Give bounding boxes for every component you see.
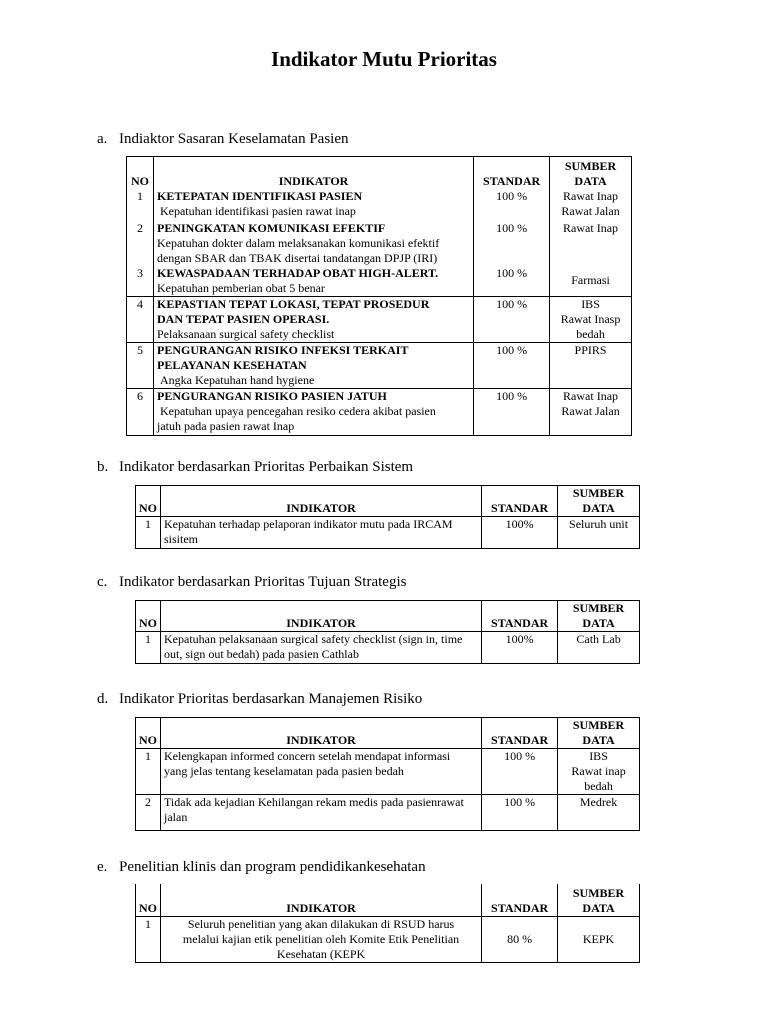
header-standar: STANDAR [482,486,558,517]
table-row [136,517,640,549]
section-letter: e. [97,859,108,875]
row-sumber: IBS Rawat inap bedah [558,749,640,795]
row-sumber: Rawat Inap Rawat Jalan [550,189,632,221]
header-sumber-data: SUMBER DATA [558,486,640,517]
row-sumber: Farmasi [550,266,632,297]
row-no: 1 [136,916,161,962]
row-indikator: KETEPATAN IDENTIFIKASI PASIEN Kepatuhan identifikasi pasien rawat inap [153,189,473,221]
row-standar: 100 % [474,296,550,342]
header-standar: STANDAR [482,884,558,916]
row-no: 2 [136,795,161,831]
table-manajemen-risiko [135,717,640,831]
section-c-heading [97,574,406,591]
row-sumber: Rawat Inap Rawat Jalan [550,388,632,435]
header-no: NO [136,718,161,749]
row-standar: 100 % [482,749,558,795]
table-header [127,157,632,189]
section-title: Indiaktor Sasaran Keselamatan Pasien [119,131,349,147]
header-no: NO [136,601,161,632]
section-letter: b. [97,459,109,475]
row-indikator: KEWASPADAAN TERHADAP OBAT HIGH-ALERT. Kepatuhan pemberian obat 5 benar [153,266,473,297]
row-no: 5 [127,342,154,388]
row-no: 1 [127,189,154,221]
row-sumber: Cath Lab [558,632,640,664]
row-standar: 80 % [482,916,558,962]
header-no: NO [136,486,161,517]
row-standar: 100 % [474,189,550,221]
header-standar: STANDAR [482,718,558,749]
row-indikator: KEPASTIAN TEPAT LOKASI, TEPAT PROSEDUR DAN TEPAT PASIEN OPERASI. Pelaksanaan surgical safety checklist [153,296,473,342]
row-sumber: Medrek [558,795,640,831]
section-b-heading [97,459,413,476]
row-no: 2 [127,221,154,266]
table-row [127,342,632,388]
table-row [136,632,640,664]
header-indikator: INDIKATOR [161,718,482,749]
table-penelitian-klinis [135,884,640,963]
page-title: Indikator Mutu Prioritas [271,47,497,71]
section-title: Indikator Prioritas berdasarkan Manajemen Risiko [119,691,423,707]
row-no: 4 [127,296,154,342]
table-row [136,749,640,795]
row-indikator: Seluruh penelitian yang akan dilakukan di RSUD harus melalui kajian etik penelitian oleh Komite Etik Penelitian Kesehatan (KEPK [161,916,482,962]
section-title: Penelitian klinis dan program pendidikankesehatan [119,859,426,875]
header-no: NO [136,884,161,916]
header-standar: STANDAR [474,157,550,189]
header-indikator: INDIKATOR [161,601,482,632]
table-row [127,189,632,221]
row-indikator: Kepatuhan terhadap pelaporan indikator mutu pada IRCAM sisitem [161,517,482,549]
header-indikator: INDIKATOR [153,157,473,189]
table-header [136,884,640,916]
table-row [127,296,632,342]
header-indikator: INDIKATOR [161,884,482,916]
row-sumber: Rawat Inap [550,221,632,266]
row-no: 3 [127,266,154,297]
table-header [136,601,640,632]
header-sumber-data: SUMBER DATA [558,718,640,749]
row-indikator: PENGURANGAN RISIKO INFEKSI TERKAIT PELAYANAN KESEHATAN Angka Kepatuhan hand hygiene [153,342,473,388]
row-standar: 100% [482,517,558,549]
row-no: 1 [136,517,161,549]
row-indikator: Kelengkapan informed concern setelah mendapat informasi yang jelas tentang keselamatan pada pasien bedah [161,749,482,795]
section-a-heading [97,131,349,148]
section-letter: d. [97,691,109,707]
table-tujuan-strategis [135,600,640,664]
section-letter: c. [97,574,108,590]
row-indikator: Tidak ada kejadian Kehilangan rekam medis pada pasienrawat jalan [161,795,482,831]
header-sumber-data: SUMBER DATA [558,884,640,916]
row-indikator: PENGURANGAN RISIKO PASIEN JATUH Kepatuhan upaya pencegahan resiko cedera akibat pasien jatuh pada pasien rawat Inap [153,388,473,435]
row-sumber: Seluruh unit [558,517,640,549]
header-sumber-data: SUMBER DATA [558,601,640,632]
section-title: Indikator berdasarkan Prioritas Tujuan Strategis [119,574,407,590]
table-row [127,388,632,435]
row-no: 1 [136,749,161,795]
row-standar: 100 % [474,221,550,266]
section-d-heading [97,691,422,708]
row-standar: 100 % [474,388,550,435]
row-standar: 100 % [482,795,558,831]
row-no: 6 [127,388,154,435]
table-perbaikan-sistem [135,485,640,549]
header-no: NO [127,157,154,189]
table-sasaran-keselamatan [126,156,632,436]
table-row [136,795,640,831]
row-no: 1 [136,632,161,664]
table-header [136,718,640,749]
table-row [127,266,632,297]
row-standar: 100 % [474,342,550,388]
section-title: Indikator berdasarkan Prioritas Perbaikan Sistem [119,459,414,475]
header-standar: STANDAR [482,601,558,632]
row-sumber: PPIRS [550,342,632,388]
section-letter: a. [97,131,108,147]
header-indikator: INDIKATOR [161,486,482,517]
table-row [136,916,640,962]
table-row [127,221,632,266]
row-sumber: IBS Rawat Inasp bedah [550,296,632,342]
row-sumber: KEPK [558,916,640,962]
row-standar: 100% [482,632,558,664]
row-indikator: PENINGKATAN KOMUNIKASI EFEKTIF Kepatuhan dokter dalam melaksanakan komunikasi efektif dengan SBAR dan TBAK disertai tandatangan DPJP (IRI) [153,221,473,266]
row-indikator: Kepatuhan pelaksanaan surgical safety checklist (sign in, time out, sign out bedah) pada pasien Cathlab [161,632,482,664]
row-standar: 100 % [474,266,550,297]
header-sumber-data: SUMBER DATA [550,157,632,189]
section-e-heading [97,859,426,876]
table-header [136,486,640,517]
